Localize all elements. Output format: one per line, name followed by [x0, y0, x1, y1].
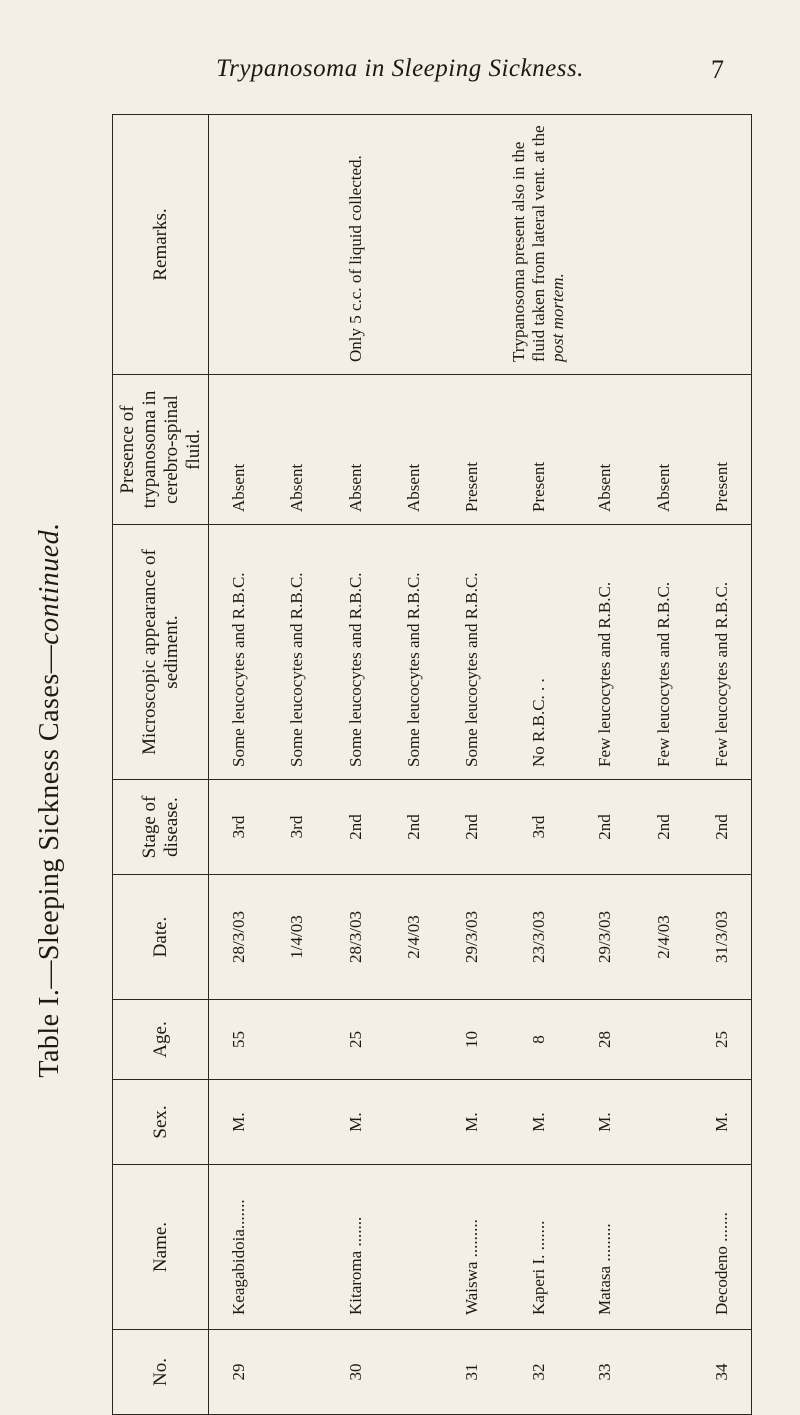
- cell-stage: 2nd: [443, 780, 501, 875]
- cell-sex: M.: [501, 1080, 576, 1165]
- cell-date: 23/3/03: [501, 875, 576, 1000]
- cell-name: Waiswa .........: [443, 1165, 501, 1330]
- table-title: [34, 522, 66, 1077]
- cell-presence: Absent: [268, 375, 326, 525]
- rotated-table-wrapper: [112, 115, 752, 1415]
- cell-presence: Absent: [326, 375, 384, 525]
- cell-remarks: [576, 115, 634, 375]
- cell-no: [268, 1330, 326, 1415]
- cell-name: Kitaroma .......: [326, 1165, 384, 1330]
- header-name: Name.: [113, 1165, 209, 1330]
- cell-sex: [634, 1080, 692, 1165]
- cell-age: 28: [576, 1000, 634, 1080]
- cell-sex: [268, 1080, 326, 1165]
- cell-microscopic: Few leucocytes and R.B.C.: [692, 525, 751, 780]
- cell-stage: 2nd: [385, 780, 443, 875]
- cell-no: 31: [443, 1330, 501, 1415]
- cell-no: 33: [576, 1330, 634, 1415]
- cell-microscopic: Some leucocytes and R.B.C.: [443, 525, 501, 780]
- table-area: [112, 115, 752, 1415]
- cell-date: 28/3/03: [209, 875, 268, 1000]
- cell-name: Matasa .........: [576, 1165, 634, 1330]
- cell-name: Kaperi I. .......: [501, 1165, 576, 1330]
- cell-stage: 2nd: [692, 780, 751, 875]
- cell-microscopic: Few leucocytes and R.B.C.: [634, 525, 692, 780]
- cell-age: [634, 1000, 692, 1080]
- page-number: 7: [711, 55, 724, 84]
- cell-stage: 2nd: [576, 780, 634, 875]
- cell-no: 29: [209, 1330, 268, 1415]
- cell-no: 32: [501, 1330, 576, 1415]
- cell-stage: 2nd: [634, 780, 692, 875]
- cell-no: [634, 1330, 692, 1415]
- cell-microscopic: Some leucocytes and R.B.C.: [268, 525, 326, 780]
- cell-microscopic: Some leucocytes and R.B.C.: [209, 525, 268, 780]
- cell-no: 30: [326, 1330, 384, 1415]
- cell-remarks: [268, 115, 326, 375]
- cell-age: 25: [326, 1000, 384, 1080]
- header-stage: Stage of disease.: [113, 780, 209, 875]
- table-row: [692, 115, 751, 1415]
- cell-remarks: Only 5 c.c. of liquid collected.: [326, 115, 384, 375]
- cell-date: 28/3/03: [326, 875, 384, 1000]
- cell-remarks: [385, 115, 443, 375]
- cell-presence: Absent: [209, 375, 268, 525]
- cell-sex: M.: [692, 1080, 751, 1165]
- cell-presence: Absent: [576, 375, 634, 525]
- header-remarks: Remarks.: [113, 115, 209, 375]
- table-title-main: Table I.—Sleeping Sickness Cases—: [34, 644, 65, 1078]
- cell-presence: Present: [443, 375, 501, 525]
- table-row: [385, 115, 443, 1415]
- cell-sex: M.: [326, 1080, 384, 1165]
- cell-microscopic: Some leucocytes and R.B.C.: [326, 525, 384, 780]
- header-presence: Presence of trypanosoma in cerebro-spinal fluid.: [113, 375, 209, 525]
- running-head-title: Trypanosoma in Sleeping Sickness.: [216, 55, 584, 82]
- cell-remarks: [634, 115, 692, 375]
- cell-stage: 3rd: [209, 780, 268, 875]
- cell-age: 25: [692, 1000, 751, 1080]
- cell-stage: 2nd: [326, 780, 384, 875]
- table-row: [501, 115, 576, 1415]
- cell-presence: Absent: [385, 375, 443, 525]
- cell-presence: Absent: [634, 375, 692, 525]
- cell-microscopic: No R.B.C. . .: [501, 525, 576, 780]
- table-row: [634, 115, 692, 1415]
- cell-sex: M.: [209, 1080, 268, 1165]
- cell-microscopic: Few leucocytes and R.B.C.: [576, 525, 634, 780]
- cell-stage: 3rd: [268, 780, 326, 875]
- cell-sex: [385, 1080, 443, 1165]
- header-age: Age.: [113, 1000, 209, 1080]
- table-row: [443, 115, 501, 1415]
- cell-age: 10: [443, 1000, 501, 1080]
- header-sex: Sex.: [113, 1080, 209, 1165]
- table-row: [268, 115, 326, 1415]
- cell-name: [268, 1165, 326, 1330]
- cell-name: Keagabidoia.......: [209, 1165, 268, 1330]
- cell-sex: M.: [576, 1080, 634, 1165]
- table-row: [326, 115, 384, 1415]
- cell-name: Decodeno .......: [692, 1165, 751, 1330]
- header-date: Date.: [113, 875, 209, 1000]
- table-header-row: [113, 115, 209, 1415]
- cell-age: 8: [501, 1000, 576, 1080]
- cell-remarks: [209, 115, 268, 375]
- header-no: No.: [113, 1330, 209, 1415]
- cell-sex: M.: [443, 1080, 501, 1165]
- cell-no: [385, 1330, 443, 1415]
- remarks-text: Trypanosoma present also in the fluid taken from lateral vent. at the: [509, 125, 548, 362]
- cell-date: 1/4/03: [268, 875, 326, 1000]
- cell-microscopic: Some leucocytes and R.B.C.: [385, 525, 443, 780]
- table-title-continued: continued.: [34, 522, 65, 645]
- table-row: [576, 115, 634, 1415]
- cell-date: 29/3/03: [443, 875, 501, 1000]
- cell-date: 29/3/03: [576, 875, 634, 1000]
- cell-age: 55: [209, 1000, 268, 1080]
- remarks-italic-text: post mortem.: [548, 273, 568, 362]
- cell-presence: Present: [692, 375, 751, 525]
- cell-age: [385, 1000, 443, 1080]
- cell-remarks: [692, 115, 751, 375]
- cell-presence: Present: [501, 375, 576, 525]
- sleeping-sickness-cases-table: [112, 114, 752, 1415]
- header-microscopic: Microscopic appearance of sediment.: [113, 525, 209, 780]
- cell-name: [634, 1165, 692, 1330]
- cell-remarks: [443, 115, 501, 375]
- cell-date: 31/3/03: [692, 875, 751, 1000]
- cell-stage: 3rd: [501, 780, 576, 875]
- cell-no: 34: [692, 1330, 751, 1415]
- cell-name: [385, 1165, 443, 1330]
- cell-remarks: [501, 115, 576, 375]
- table-row: [209, 115, 268, 1415]
- cell-date: 2/4/03: [634, 875, 692, 1000]
- cell-age: [268, 1000, 326, 1080]
- cell-date: 2/4/03: [385, 875, 443, 1000]
